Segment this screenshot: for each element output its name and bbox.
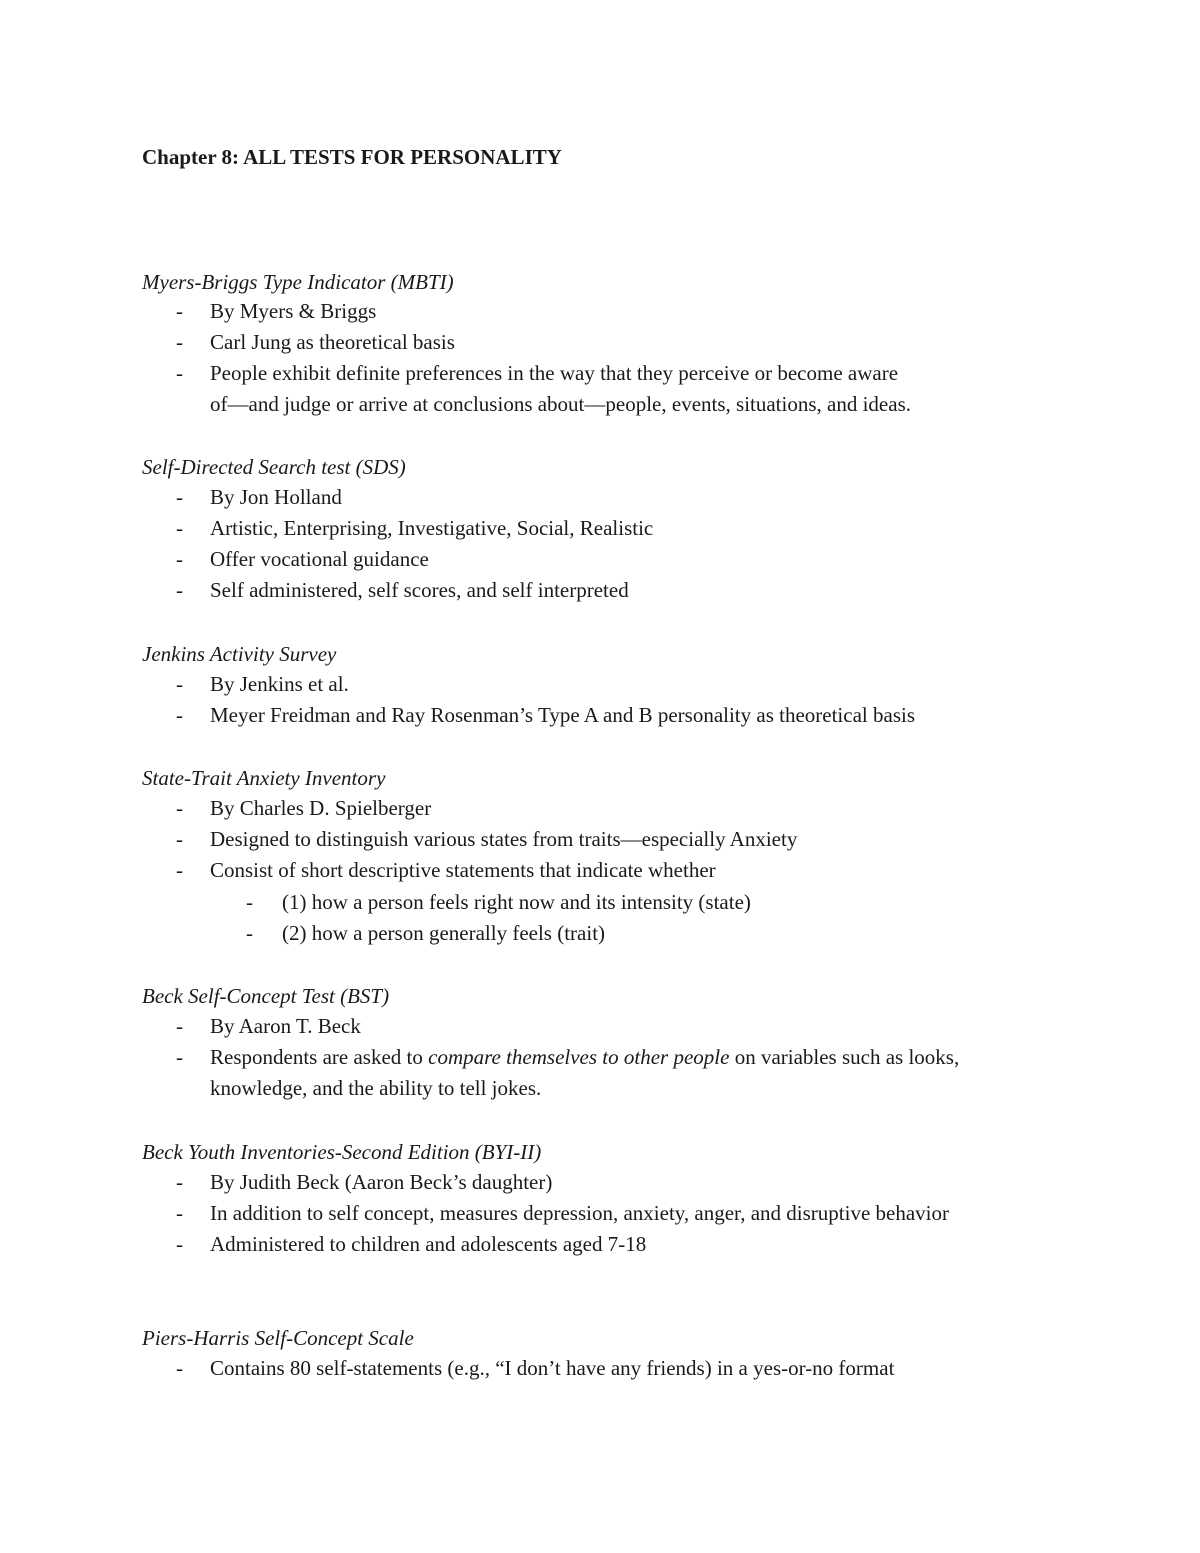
list-item-text: By Jenkins et al. [210, 672, 349, 696]
bullet-dash: - [246, 921, 253, 945]
text-before: Respondents are asked to [210, 1045, 429, 1069]
section-heading-byi: Beck Youth Inventories-Second Edition (BYI-II) [142, 1140, 542, 1164]
list-item-text: Designed to distinguish various states from traits—especially Anxiety [210, 827, 798, 851]
section-heading-mbti: Myers-Briggs Type Indicator (MBTI) [142, 270, 454, 294]
list-item-text: of—and judge or arrive at conclusions about—people, events, situations, and ideas. [210, 392, 911, 416]
list-item-text: By Jon Holland [210, 485, 342, 509]
bullet-dash: - [176, 796, 183, 820]
section-heading-piers-harris: Piers-Harris Self-Concept Scale [142, 1326, 414, 1350]
bullet-dash: - [176, 578, 183, 602]
list-item-text: Meyer Freidman and Ray Rosenman’s Type A and B personality as theoretical basis [210, 703, 915, 727]
sub-list-item-text: (2) how a person generally feels (trait) [282, 921, 606, 945]
list-item-text: By Aaron T. Beck [210, 1014, 361, 1038]
list-item-text: Contains 80 self-statements (e.g., “I don’t have any friends) in a yes-or-no format [210, 1356, 895, 1380]
section-heading-jenkins: Jenkins Activity Survey [142, 642, 337, 666]
list-item-text: Self administered, self scores, and self interpreted [210, 578, 629, 602]
bullet-dash: - [176, 1014, 183, 1038]
bullet-dash: - [176, 516, 183, 540]
bullet-dash: - [176, 703, 183, 727]
list-item-text: By Charles D. Spielberger [210, 796, 432, 820]
bullet-dash: - [246, 890, 253, 914]
bullet-dash: - [176, 1356, 183, 1380]
list-item-text: By Judith Beck (Aaron Beck’s daughter) [210, 1170, 553, 1194]
list-item-text: Administered to children and adolescents aged 7-18 [210, 1232, 647, 1256]
list-item-text: Consist of short descriptive statements that indicate whether [210, 858, 716, 882]
page-title: Chapter 8: ALL TESTS FOR PERSONALITY [142, 145, 562, 169]
list-item-rich-text [210, 1042, 959, 1073]
bullet-dash: - [176, 1170, 183, 1194]
bullet-dash: - [176, 330, 183, 354]
list-item-text: By Myers & Briggs [210, 299, 377, 323]
list-item-text: Carl Jung as theoretical basis [210, 330, 455, 354]
section-heading-bst: Beck Self-Concept Test (BST) [142, 984, 390, 1008]
list-item-text: Artistic, Enterprising, Investigative, Social, Realistic [210, 516, 654, 540]
bullet-dash: - [176, 299, 183, 323]
section-heading-stai: State-Trait Anxiety Inventory [142, 766, 386, 790]
bullet-dash: - [176, 485, 183, 509]
bullet-dash: - [176, 547, 183, 571]
bullet-dash: - [176, 827, 183, 851]
text-emphasis: compare themselves to other people [428, 1045, 730, 1069]
text-after: on variables such as looks, [729, 1045, 960, 1069]
bullet-dash: - [176, 858, 183, 882]
list-item-text: Offer vocational guidance [210, 547, 429, 571]
bullet-dash: - [176, 361, 183, 385]
list-item-text: In addition to self concept, measures depression, anxiety, anger, and disruptive behavior [210, 1201, 949, 1225]
list-item-text: People exhibit definite preferences in the way that they perceive or become aware [210, 361, 899, 385]
bullet-dash: - [176, 672, 183, 696]
bullet-dash: - [176, 1232, 183, 1256]
bullet-dash: - [176, 1045, 183, 1069]
bullet-dash: - [176, 1201, 183, 1225]
section-heading-sds: Self-Directed Search test (SDS) [142, 455, 406, 479]
sub-list-item-text: (1) how a person feels right now and its intensity (state) [282, 890, 751, 914]
list-item-text: knowledge, and the ability to tell jokes. [210, 1076, 542, 1100]
